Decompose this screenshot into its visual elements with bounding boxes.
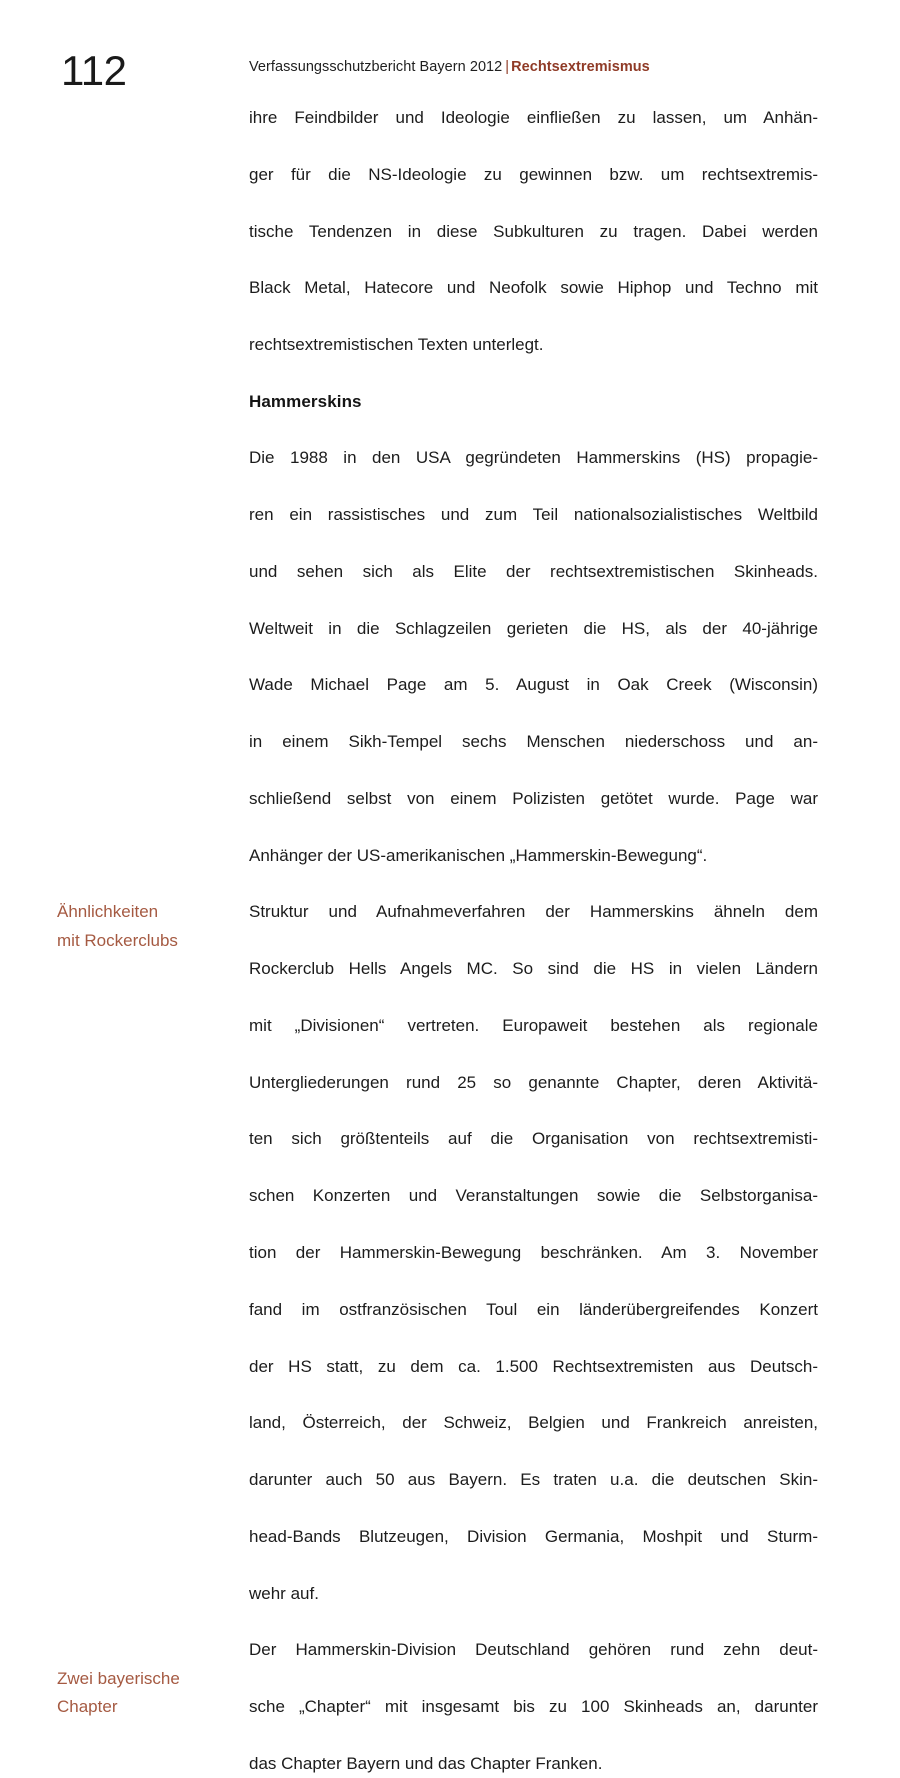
block-paragraph-3	[0, 898, 900, 1608]
page-content	[0, 104, 900, 1778]
section-heading: Hammerskins	[249, 391, 362, 411]
marginal-note-line: mit Rockerclubs	[57, 930, 178, 950]
paragraph-1	[249, 104, 818, 360]
text-line: Weltweit in die Schlagzeilen gerieten die HS, als der 40-jährige	[249, 618, 818, 638]
text-line: tische Tendenzen in diese Subkulturen zu tragen. Dabei werden	[249, 221, 818, 241]
text-line: Rockerclub Hells Angels MC. So sind die HS in vielen Ländern	[249, 958, 818, 978]
text-line: Die 1988 in den USA gegründeten Hammerskins (HS) propagie-	[249, 448, 818, 468]
marginal-note-two-bavarian-chapters	[57, 1665, 242, 1722]
text-line: und sehen sich als Elite der rechtsextremistischen Skinheads.	[249, 561, 818, 581]
marginal-note-line: Chapter	[57, 1697, 118, 1717]
text-line: mit „Divisionen“ vertreten. Europaweit bestehen als regionale	[249, 1015, 818, 1035]
spacer	[0, 360, 900, 388]
paragraph-2	[249, 444, 818, 870]
page-number: 112	[61, 47, 127, 94]
text-line: das Chapter Bayern und das Chapter Franken.	[249, 1753, 603, 1773]
text-line: ren ein rassistisches und zum Teil nationalsozialistisches Weltbild	[249, 504, 818, 524]
running-head-section: Rechtsextremismus	[511, 59, 650, 75]
text-line: schen Konzerten und Veranstaltungen sowie die Selbstorganisa-	[249, 1186, 818, 1206]
running-head	[249, 57, 650, 77]
spacer	[0, 1608, 900, 1636]
marginal-note-line: Zwei bayerische	[57, 1668, 180, 1688]
text-line: rechtsextremistischen Texten unterlegt.	[249, 335, 544, 355]
text-line: fand im ostfranzösischen Toul ein länderübergreifendes Konzert	[249, 1299, 818, 1319]
text-line: head-Bands Blutzeugen, Division Germania, Moshpit und Sturm-	[249, 1527, 818, 1547]
text-line: Anhänger der US-amerikanischen „Hammerskin-Bewegung“.	[249, 845, 708, 865]
text-line: ger für die NS-Ideologie zu gewinnen bzw. um rechtsextremis-	[249, 164, 818, 184]
text-line: ihre Feindbilder und Ideologie einfließen zu lassen, um Anhän-	[249, 108, 818, 127]
text-line: tion der Hammerskin-Bewegung beschränken. Am 3. November	[249, 1243, 818, 1263]
text-line: in einem Sikh-Tempel sechs Menschen niederschoss und an-	[249, 732, 818, 752]
text-line: Wade Michael Page am 5. August in Oak Creek (Wisconsin)	[249, 675, 818, 695]
block-paragraph-2	[0, 444, 900, 870]
text-line: ten sich größtenteils auf die Organisation von rechtsextremisti-	[249, 1129, 818, 1149]
block-paragraph-1	[0, 104, 900, 360]
text-line: Struktur und Aufnahmeverfahren der Hammerskins ähneln dem	[249, 902, 818, 922]
spacer	[0, 870, 900, 898]
text-line: darunter auch 50 aus Bayern. Es traten u.a. die deutschen Skin-	[249, 1470, 818, 1490]
text-line: wehr auf.	[249, 1583, 319, 1603]
text-line: Black Metal, Hatecore und Neofolk sowie Hiphop und Techno mit	[249, 278, 818, 298]
paragraph-4	[249, 1636, 818, 1778]
text-line: sche „Chapter“ mit insgesamt bis zu 100 Skinheads an, darunter	[249, 1697, 818, 1717]
text-line: der HS statt, zu dem ca. 1.500 Rechtsextremisten aus Deutsch-	[249, 1356, 818, 1376]
block-paragraph-4	[0, 1636, 900, 1778]
text-line: land, Österreich, der Schweiz, Belgien und Frankreich anreisten,	[249, 1413, 818, 1433]
marginal-note-similarities	[57, 898, 242, 955]
marginal-note-line: Ähnlichkeiten	[57, 902, 159, 922]
text-line: Untergliederungen rund 25 so genannte Chapter, deren Aktivitä-	[249, 1072, 818, 1092]
running-head-separator: |	[505, 59, 510, 75]
paragraph-3	[249, 898, 818, 1608]
block-heading-1	[0, 388, 900, 416]
running-head-report-title: Verfassungsschutzbericht Bayern 2012	[249, 59, 503, 75]
text-line: schließend selbst von einem Polizisten getötet wurde. Page war	[249, 788, 818, 808]
spacer	[0, 416, 900, 444]
text-line: Der Hammerskin-Division Deutschland gehören rund zehn deut-	[249, 1640, 818, 1660]
